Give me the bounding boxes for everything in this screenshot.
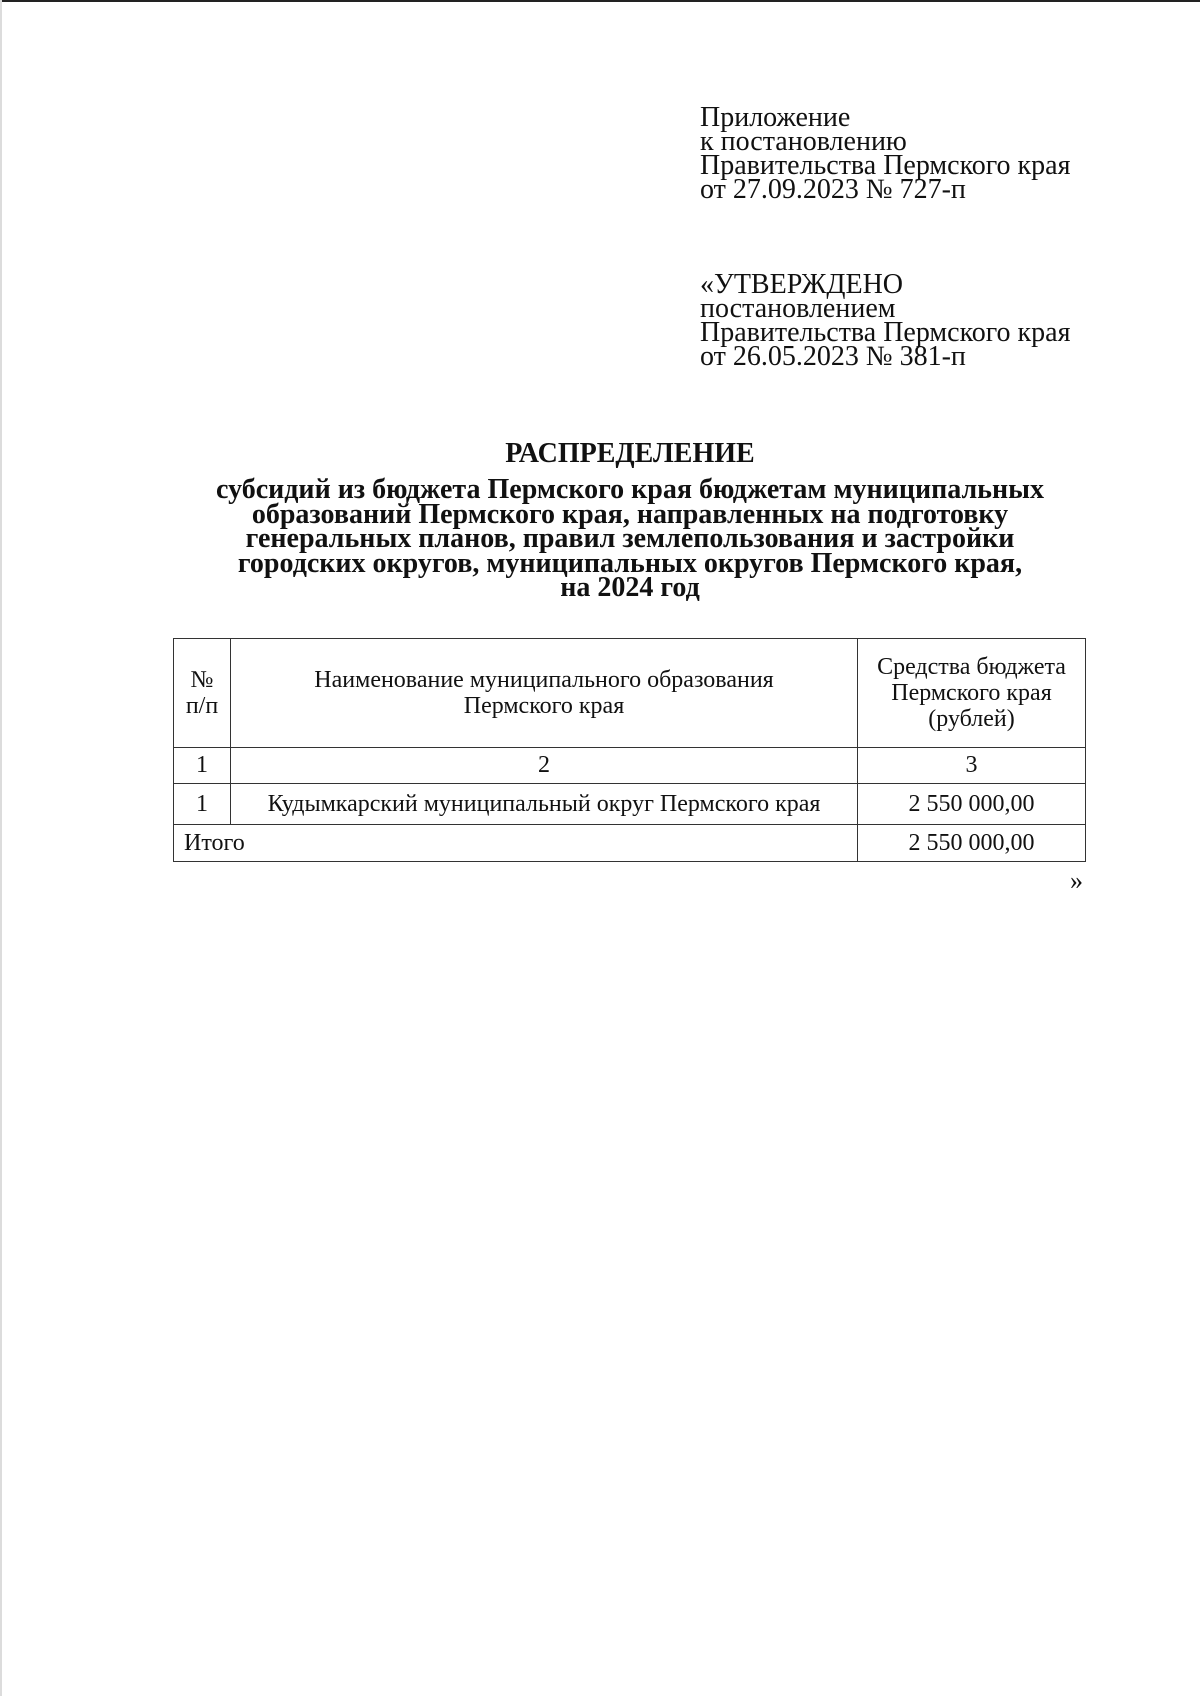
approval-reference — [700, 269, 1071, 372]
total-label: Итого — [174, 825, 858, 862]
header-name-line: Пермского края — [463, 693, 625, 719]
header-num-line: № — [190, 667, 214, 693]
header-amount — [858, 639, 1086, 748]
document-title: РАСПРЕДЕЛЕНИЕ — [505, 438, 755, 469]
subtitle-line: субсидий из бюджета Пермского края бюджетам муниципальных — [216, 474, 1044, 505]
scan-left-edge — [0, 0, 2, 1696]
table-row — [174, 784, 1086, 825]
document-subtitle — [0, 474, 1200, 603]
header-name-line: Наименование муниципального образования — [314, 667, 774, 693]
approval-line: Правительства Пермского края — [700, 317, 1071, 348]
index-cell: 2 — [231, 748, 858, 784]
approval-line: от 26.05.2023 № 381-п — [700, 341, 966, 372]
header-amount-line: (рублей) — [928, 706, 1015, 732]
total-amount: 2 550 000,00 — [858, 825, 1086, 862]
closing-quote: » — [1070, 866, 1083, 895]
appendix-line: к постановлению — [700, 126, 907, 157]
index-cell: 1 — [174, 748, 231, 784]
header-name — [231, 639, 858, 748]
header-num-line: п/п — [185, 693, 219, 719]
approval-line: «УТВЕРЖДЕНО — [700, 269, 904, 300]
row-municipality: Кудымкарский муниципальный округ Пермского края — [231, 784, 858, 825]
appendix-line: Приложение — [700, 102, 851, 133]
subtitle-line: образований Пермского края, направленных на подготовку — [251, 498, 1009, 530]
approval-line: постановлением — [700, 293, 896, 324]
distribution-table — [173, 638, 1086, 862]
header-amount-line: Средства бюджета — [877, 654, 1066, 680]
table-index-row — [174, 748, 1086, 784]
appendix-line: от 27.09.2023 № 727-п — [700, 174, 966, 205]
table-header-row — [174, 639, 1086, 748]
appendix-line: Правительства Пермского края — [700, 150, 1071, 181]
subtitle-line: на 2024 год — [560, 572, 700, 603]
header-num — [174, 639, 231, 748]
index-cell: 3 — [858, 748, 1086, 784]
header-amount-line: Пермского края — [891, 680, 1052, 706]
scan-top-edge — [0, 0, 1200, 2]
subtitle-line: генеральных планов, правил землепользования и застройки — [245, 523, 1015, 554]
subtitle-line: городских округов, муниципальных округов Пермского края, — [237, 547, 1023, 579]
row-amount: 2 550 000,00 — [858, 784, 1086, 825]
appendix-reference — [700, 102, 1071, 205]
row-num: 1 — [174, 784, 231, 825]
table-total-row — [174, 825, 1086, 862]
